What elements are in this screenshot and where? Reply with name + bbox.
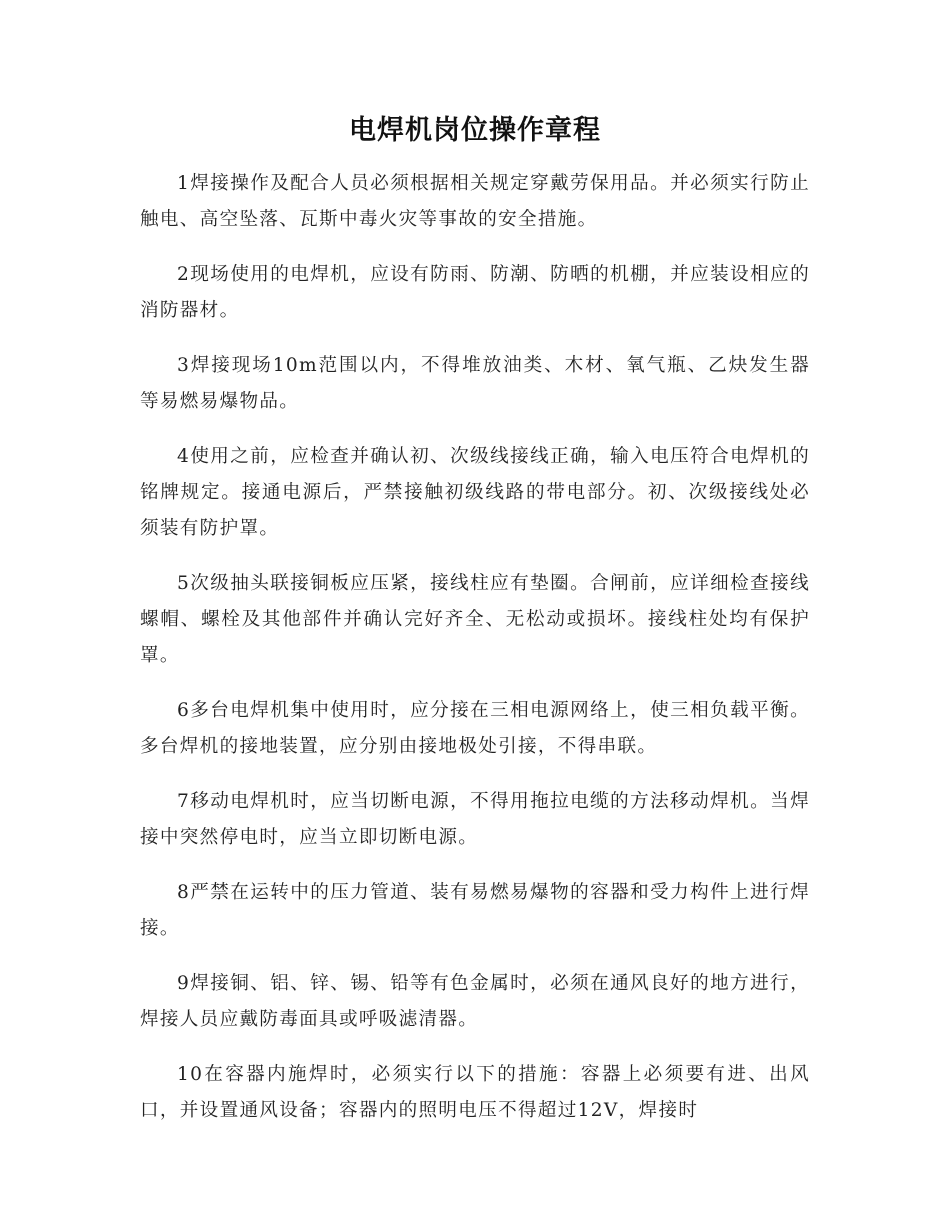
- paragraph-7: 7移动电焊机时，应当切断电源，不得用拖拉电缆的方法移动焊机。当焊接中突然停电时，应当立即切断电源。: [140, 791, 810, 848]
- paragraph-8: 8严禁在运转中的压力管道、装有易燃易爆物的容器和受力构件上进行焊接。: [140, 882, 810, 939]
- paragraph-5: 5次级抽头联接铜板应压紧，接线柱应有垫圈。合闸前，应详细检查接线螺帽、螺栓及其他部件并确认完好齐全、无松动或损坏。接线柱处均有保护罩。: [140, 573, 810, 666]
- document-body: [140, 166, 810, 1148]
- paragraph-9: 9焊接铜、铝、锌、锡、铅等有色金属时，必须在通风良好的地方进行，焊接人员应戴防毒面具或呼吸滤清器。: [140, 973, 810, 1030]
- paragraph-10: 10在容器内施焊时，必须实行以下的措施：容器上必须要有进、出风口，并设置通风设备；容器内的照明电压不得超过12V，焊接时: [140, 1064, 810, 1121]
- paragraph-6: 6多台电焊机集中使用时，应分接在三相电源网络上，使三相负载平衡。多台焊机的接地装置，应分别由接地极处引接，不得串联。: [140, 700, 810, 757]
- paragraph-4: 4使用之前，应检查并确认初、次级线接线正确，输入电压符合电焊机的铭牌规定。接通电源后，严禁接触初级线路的带电部分。初、次级接线处必须装有防护罩。: [140, 446, 810, 539]
- paragraph-3: 3焊接现场10m范围以内，不得堆放油类、木材、氧气瓶、乙炔发生器等易燃易爆物品。: [140, 355, 810, 412]
- document-title: 电焊机岗位操作章程: [349, 115, 601, 146]
- paragraph-2: 2现场使用的电焊机，应设有防雨、防潮、防晒的机棚，并应装设相应的消防器材。: [140, 264, 810, 321]
- paragraph-1: 1焊接操作及配合人员必须根据相关规定穿戴劳保用品。并必须实行防止触电、高空坠落、瓦斯中毒火灾等事故的安全措施。: [140, 173, 810, 230]
